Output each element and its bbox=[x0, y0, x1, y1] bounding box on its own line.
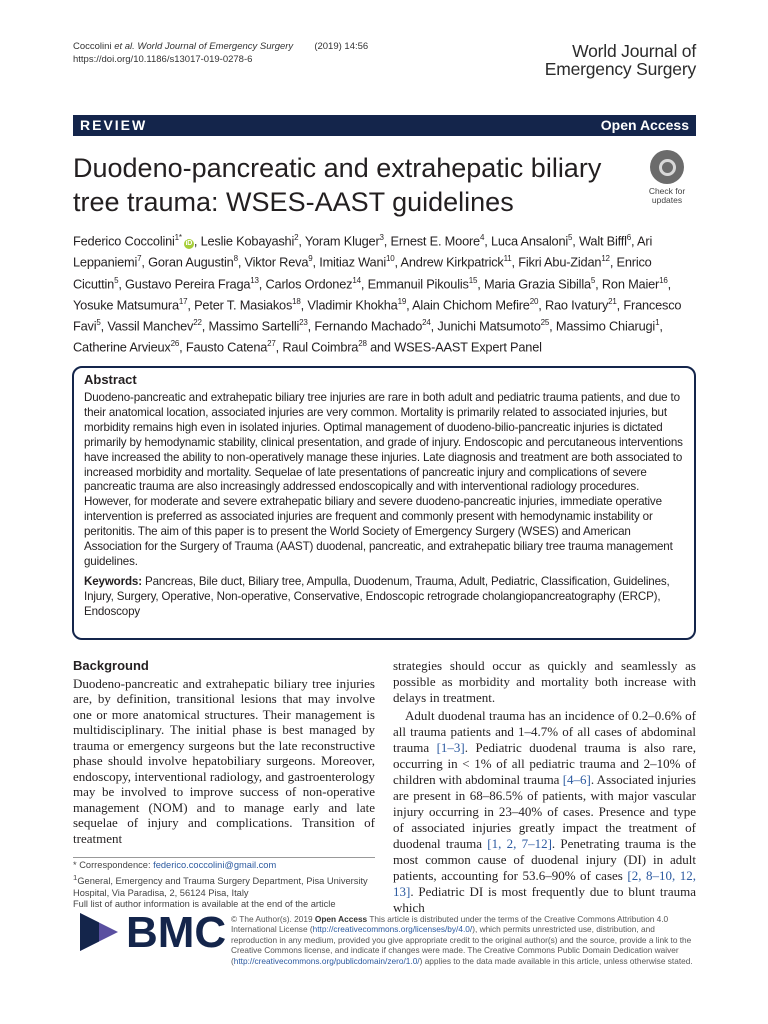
check-for-updates-icon bbox=[650, 150, 684, 184]
author-separator: , bbox=[667, 275, 671, 291]
author-separator: , bbox=[179, 339, 186, 355]
author-affiliation-sup: 12 bbox=[601, 254, 610, 264]
author-name[interactable]: Walt Biffl bbox=[579, 233, 627, 249]
paragraph-text: . Penetrating trauma is the most common cause of duodenal injury (DI) in adult patients, accounting for 53.6–90% of cases bbox=[393, 836, 696, 883]
correspondence: * Correspondence: federico.coccolini@gmail.com bbox=[73, 860, 277, 870]
author-separator: , bbox=[118, 275, 126, 291]
citation-ref-link[interactable]: [2, 8–10, 12, 13] bbox=[393, 868, 696, 899]
author-name[interactable]: Enrico Cicuttin bbox=[73, 254, 652, 291]
author-name[interactable]: Massimo Chiarugi bbox=[555, 318, 656, 334]
author-separator: , bbox=[275, 339, 283, 355]
author-name[interactable]: Gustavo Pereira Fraga bbox=[125, 275, 251, 291]
author-affiliation-sup: 5 bbox=[590, 275, 596, 285]
author-separator: , bbox=[193, 233, 201, 249]
author-affiliation-sup: 5 bbox=[568, 233, 573, 242]
author-separator: , bbox=[430, 318, 438, 334]
footnotes bbox=[73, 857, 375, 911]
author-separator: , bbox=[307, 318, 315, 334]
background-paragraph-1-cont: strategies should occur as quickly and seamlessly as possible as morbidity and mortality both increase with delays in treatment. bbox=[393, 658, 696, 705]
paragraph-text: Adult duodenal trauma has an incidence of 0.2–0.6% of all trauma patients and 1–4.7% of all cases of abdominal trauma bbox=[393, 708, 696, 755]
author-affiliation-sup: 6 bbox=[626, 233, 632, 242]
author-affiliation-sup: 5 bbox=[96, 318, 101, 328]
orcid-icon[interactable]: iD bbox=[185, 240, 193, 248]
author-affiliation-sup: 22 bbox=[193, 318, 202, 328]
author-affiliation-sup: 20 bbox=[529, 296, 539, 306]
author-separator: , bbox=[394, 254, 401, 270]
author-affiliation-sup: 11 bbox=[503, 254, 512, 264]
keywords bbox=[84, 575, 684, 620]
author-separator: , bbox=[187, 297, 195, 313]
author-name[interactable]: Ari Leppaniemi bbox=[73, 233, 653, 270]
author-name[interactable]: Peter T. Masiakos bbox=[194, 297, 293, 313]
author-affiliation-sup: 8 bbox=[233, 254, 238, 264]
author-name[interactable]: WSES-AAST Expert Panel bbox=[394, 339, 542, 355]
article-type-label: REVIEW bbox=[80, 117, 148, 133]
paragraph-text: . Pediatric duodenal trauma is also rare, occurring in < 1% of all pediatric trauma and 2–10% of children with abdominal trauma bbox=[393, 740, 696, 787]
author-name[interactable]: Massimo Sartelli bbox=[208, 318, 300, 334]
author-name[interactable]: Carlos Ordonez bbox=[265, 275, 353, 291]
author-separator: , bbox=[511, 254, 519, 270]
background-paragraph-2 bbox=[393, 708, 696, 916]
correspondence-email-link[interactable]: federico.coccolini@gmail.com bbox=[153, 860, 277, 870]
author-name[interactable]: Rao Ivatury bbox=[544, 297, 609, 313]
doi-link[interactable]: https://doi.org/10.1186/s13017-019-0278-6 bbox=[73, 54, 253, 65]
check-for-updates-button[interactable] bbox=[643, 150, 691, 205]
author-affiliation-sup: 1 bbox=[655, 318, 660, 328]
author-separator: , bbox=[237, 254, 245, 270]
author-affiliation-sup: 16 bbox=[659, 275, 668, 285]
license-open-access: Open Access bbox=[314, 914, 368, 924]
author-affiliation-sup: 21 bbox=[608, 296, 617, 306]
author-affiliation-sup: 2 bbox=[294, 233, 299, 242]
author-separator: , bbox=[659, 318, 663, 334]
author-affiliation-sup: 7 bbox=[137, 254, 142, 264]
keywords-text: Pancreas, Bile duct, Biliary tree, Ampulla, Duodenum, Trauma, Adult, Pediatric, Classification, Guidelines, Injury, Surgery, Operative, Non-operative, Conservative, Endoscopic retrograde cholangiopancreatography (ERCP), Endoscopy bbox=[84, 574, 670, 618]
author-name[interactable]: Yosuke Matsumura bbox=[73, 297, 179, 313]
author-separator: , bbox=[406, 297, 413, 313]
author-affiliation-sup: 28 bbox=[358, 339, 367, 349]
cc-zero-link[interactable]: http://creativecommons.org/publicdomain/zero/1.0/ bbox=[233, 955, 420, 966]
citation-line bbox=[73, 40, 368, 53]
article-type-banner bbox=[73, 115, 696, 136]
author-name[interactable]: Francesco Favi bbox=[73, 297, 682, 334]
article-title: Duodeno-pancreatic and extrahepatic biliary tree trauma: WSES-AAST guidelines bbox=[73, 153, 602, 217]
author-affiliation-sup: 26 bbox=[170, 339, 180, 349]
author-name[interactable]: Andrew Kirkpatrick bbox=[400, 254, 504, 270]
author-separator: , bbox=[312, 254, 320, 270]
author-name[interactable]: Fausto Catena bbox=[185, 339, 268, 355]
author-name[interactable]: Alain Chichom Mefire bbox=[412, 297, 530, 313]
author-name[interactable]: Catherine Arvieux bbox=[73, 339, 171, 355]
author-name[interactable]: Vassil Manchev bbox=[107, 318, 194, 334]
check-for-updates-label: Check for updates bbox=[648, 186, 686, 205]
author-name[interactable]: Luca Ansaloni bbox=[490, 233, 569, 249]
author-separator: , bbox=[477, 275, 484, 291]
author-separator: , bbox=[201, 318, 209, 334]
author-name[interactable]: Maria Grazia Sibilla bbox=[483, 275, 591, 291]
author-affiliation-sup: 3 bbox=[379, 233, 384, 242]
author-affiliation-sup: 24 bbox=[422, 318, 431, 328]
citation-journal: et al. World Journal of Emergency Surgery bbox=[114, 41, 294, 52]
citation-author: Coccolini bbox=[73, 41, 115, 52]
author-separator: , bbox=[300, 297, 308, 313]
author-name[interactable]: Vladimir Khokha bbox=[307, 297, 398, 313]
author-name[interactable]: Junichi Matsumoto bbox=[437, 318, 541, 334]
author-name[interactable]: Leslie Kobayashi bbox=[200, 233, 295, 249]
author-separator: , bbox=[100, 318, 108, 334]
author-name[interactable]: Viktor Reva bbox=[244, 254, 309, 270]
author-name[interactable]: Fernando Machado bbox=[314, 318, 423, 334]
author-affiliation-sup: 4 bbox=[479, 233, 485, 242]
body-right-column bbox=[393, 658, 696, 916]
bmc-logo-text: BMC bbox=[126, 908, 227, 957]
bmc-logo bbox=[80, 908, 227, 958]
author-affiliation-sup: 14 bbox=[352, 275, 361, 285]
author-name[interactable]: Emmanuil Pikoulis bbox=[367, 275, 469, 291]
author-affiliation-sup: 25 bbox=[540, 318, 550, 328]
body-left-column bbox=[73, 658, 375, 846]
author-separator: , bbox=[360, 275, 368, 291]
citation-ref-link[interactable]: [1, 2, 7–12] bbox=[487, 836, 552, 851]
author-affiliation-sup: 19 bbox=[397, 296, 407, 306]
keywords-label: Keywords: bbox=[84, 574, 142, 588]
bmc-logo-icon bbox=[80, 913, 118, 951]
author-name[interactable]: Raul Coimbra bbox=[282, 339, 359, 355]
article-meta bbox=[73, 40, 368, 66]
author-name[interactable]: Fikri Abu-Zidan bbox=[518, 254, 602, 270]
author-name[interactable]: Ron Maier bbox=[601, 275, 660, 291]
author-separator: , bbox=[141, 254, 149, 270]
author-affiliation-sup: 5 bbox=[114, 275, 119, 285]
open-access-label: Open Access bbox=[600, 117, 689, 133]
journal-name-line1: World Journal of bbox=[572, 41, 696, 61]
author-name[interactable]: Imitiaz Wani bbox=[319, 254, 387, 270]
paragraph-text: . Pediatric DI is most frequently due to blunt trauma which bbox=[393, 884, 696, 915]
author-name[interactable]: Yoram Kluger bbox=[304, 233, 380, 249]
author-separator: , bbox=[298, 233, 305, 249]
author-separator: , bbox=[484, 233, 491, 249]
author-name[interactable]: Federico Coccolini bbox=[73, 233, 175, 249]
author-separator: and bbox=[366, 339, 395, 355]
author-name[interactable]: Goran Augustin bbox=[148, 254, 234, 270]
license-text: © The Author(s). 2019 Open Access This article is distributed under the terms of the Creative Commons Attribution 4.0 International License (http://creativecommons.org/licenses/by/4.0/), which permits unrestricted use, distribution, and reproduction in any medium, provided you give appropriate credit to the original author(s) and the source, provide a link to the Creative Commons license, and indicate if changes were made. The Creative Commons Public Domain Dedication waiver (http://creativecommons.org/publicdomain/zero/1.0/) applies to the data made available in this article, unless otherwise stated. bbox=[231, 914, 693, 966]
author-affiliation-sup: 1* bbox=[174, 233, 182, 242]
section-heading-background: Background bbox=[73, 658, 149, 673]
author-separator: , bbox=[383, 233, 391, 249]
author-separator: , bbox=[609, 254, 617, 270]
author-affiliation-sup: 18 bbox=[292, 296, 301, 306]
journal-name-line2: Emergency Surgery bbox=[544, 59, 696, 79]
author-info-note: Full list of author information is available at the end of the article bbox=[73, 899, 336, 910]
author-affiliation-sup: 15 bbox=[468, 275, 478, 285]
journal-logo bbox=[545, 42, 696, 78]
citation-ref-link[interactable]: [4–6] bbox=[562, 772, 591, 787]
abstract-text: Duodeno-pancreatic and extrahepatic biliary tree injuries are rare in both adult and pediatric trauma patients, and due to their anatomical location, associated injuries are very common. Mortality is primarily related to associated injuries, but morbidity remains high even in isolated injuries. Optimal management of duodeno-bilio-pancreatic injuries is dictated primarily by hemodynamic stability, clinical presentation, and grade of injury. Endoscopic and percutaneous interventions have increased the ability to non-operatively manage these injuries. Late diagnosis and treatment are both associated to increased morbidity and mortality. Sequelae of late presentations of pancreatic injury and complications of severe pancreatic trauma are also increasingly addressed endoscopically and with interventional radiology procedures. However, for moderate and severe extrahepatic biliary and severe duodeno-pancreatic injuries, immediate operative intervention is preferred as associated injuries are frequent and commonly present with hemodynamic instability or peritonitis. The aim of this paper is to present the World Society of Emergency Surgery (WSES) and American Association for the Surgery of Trauma (AAST) duodenal, pancreatic, and extrahepatic biliary tree trauma management guidelines. bbox=[84, 391, 683, 568]
author-separator: , bbox=[616, 297, 624, 313]
author-list bbox=[73, 229, 698, 357]
author-separator: , bbox=[572, 233, 579, 249]
affiliation: $^1$General, Emergency and Trauma Surgery Department, Pisa University Hospital, Via Paradisa, 2, 56124 Pisa, Italy bbox=[73, 872, 368, 898]
citation-ref-link[interactable]: [1–3] bbox=[436, 740, 465, 755]
author-affiliation-sup: 13 bbox=[250, 275, 259, 285]
author-name[interactable]: Ernest E. Moore bbox=[390, 233, 480, 249]
abstract-box bbox=[72, 366, 696, 640]
background-paragraph-1: Duodeno-pancreatic and extrahepatic biliary tree injuries are, by definition, transitional lesions that may involve one or more anatomical structures. Their management is multidisciplinary. The initial phase is best managed by trauma or emergency surgeons but the late reconstructive phase should involve hepatobiliary surgeons. Moreover, endoscopy, interventional radiology, and gastroenterology may be involved to improve success of non-operative management (NOM) and to manage early and late sequelae of injury and complications. Transition of treatment bbox=[73, 675, 375, 846]
cc-by-license-link[interactable]: http://creativecommons.org/licenses/by/4.0/ bbox=[312, 924, 473, 935]
citation-year: (2019) 14:56 bbox=[314, 41, 369, 52]
author-affiliation-sup: 9 bbox=[308, 254, 313, 264]
abstract-heading: Abstract bbox=[84, 372, 137, 387]
author-separator: , bbox=[538, 297, 545, 313]
author-affiliation-sup: 10 bbox=[386, 254, 395, 264]
author-affiliation-sup: 17 bbox=[178, 296, 188, 306]
author-affiliation-sup: 23 bbox=[299, 318, 308, 328]
author-affiliation-sup: 27 bbox=[267, 339, 276, 349]
author-separator: , bbox=[258, 275, 266, 291]
author-separator: , bbox=[549, 318, 556, 334]
author-separator: , bbox=[631, 233, 638, 249]
paragraph-text: . Associated injuries are present in 68–86.5% of patients, with major vascular injury occurring in 23–40% of cases. Presence and type of associated injuries greatly impact the treatment of duodenal trauma bbox=[393, 772, 696, 851]
author-separator: , bbox=[595, 275, 602, 291]
